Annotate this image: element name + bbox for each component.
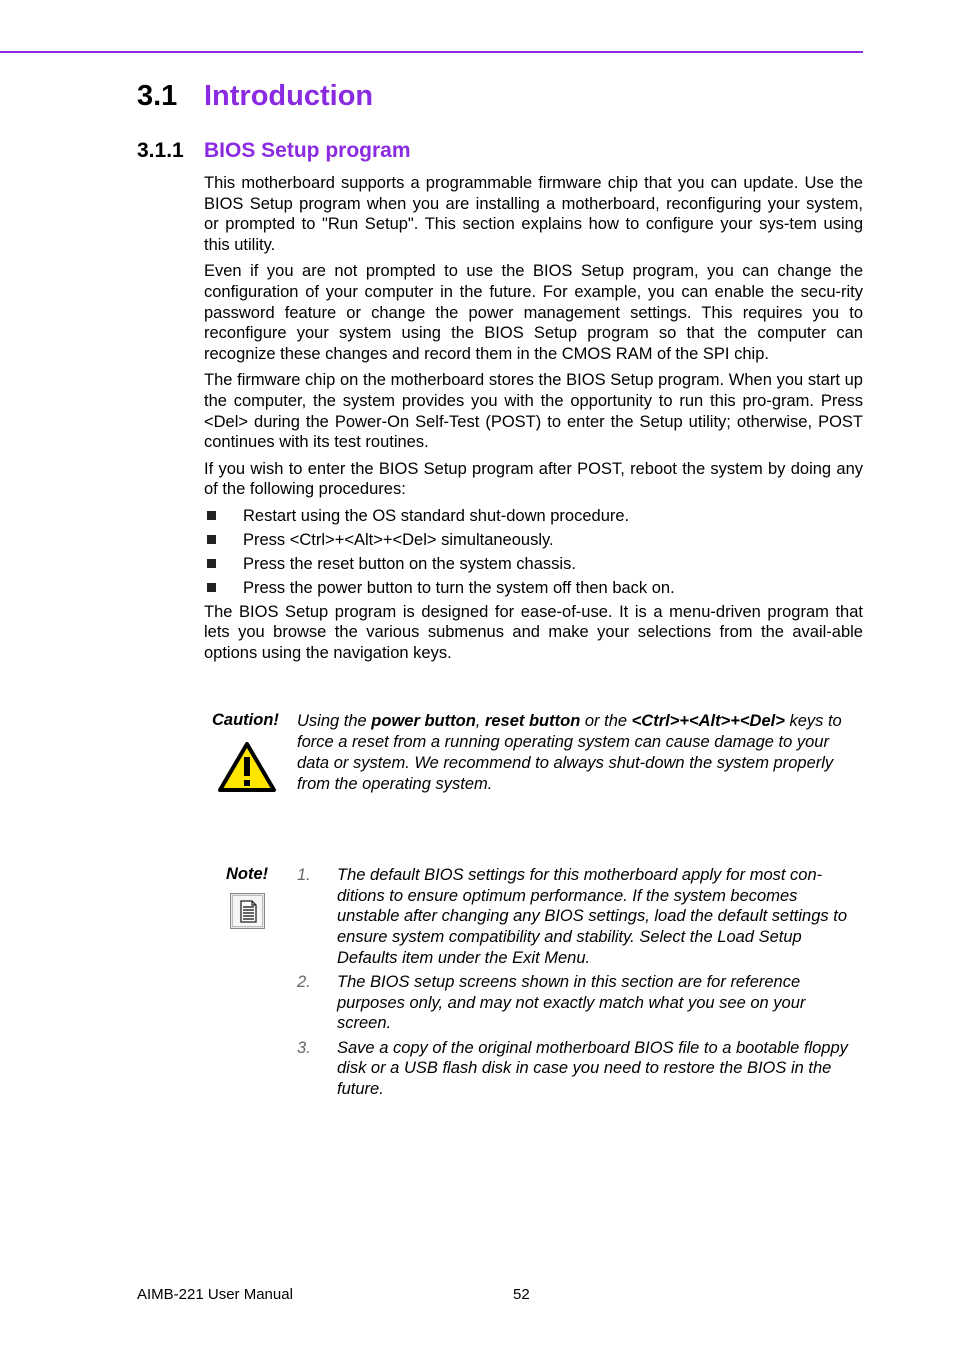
- caution-text: [297, 711, 863, 795]
- subsection-title: BIOS Setup program: [204, 139, 411, 162]
- list-item: [204, 578, 863, 599]
- list-item: [204, 506, 863, 527]
- paragraph: If you wish to enter the BIOS Setup program after POST, reboot the system by doing any of the following procedures:: [204, 459, 863, 499]
- list-item-text: Restart using the OS standard shut-down procedure.: [243, 506, 630, 525]
- caution-text-part: ,: [475, 712, 485, 730]
- subsection-heading: [137, 139, 411, 163]
- list-item: [204, 554, 863, 575]
- caution-emphasis: <Ctrl>+<Alt>+<Del>: [631, 712, 785, 730]
- note-item: [297, 1038, 863, 1100]
- note-item-text: The default BIOS settings for this motherboard apply for most con-ditions to ensure optimum performance. If the system becomes unstable after changing any BIOS settings, load the default settings to ensure system compatibility and stability. Select the Load Setup Defaults item under the Exit Menu.: [337, 866, 847, 967]
- footer-manual-title: AIMB-221 User Manual: [137, 1286, 293, 1303]
- section-number: 3.1: [137, 80, 178, 112]
- list-item-text: Press the power button to turn the system off then back on.: [243, 578, 675, 597]
- body-text: [204, 173, 863, 669]
- procedure-list: [204, 506, 863, 599]
- caution-emphasis: power button: [371, 712, 476, 730]
- bullet-square-icon: [207, 511, 216, 520]
- paragraph: This motherboard supports a programmable firmware chip that you can update. Use the BIOS Setup program when you are installing a motherboard, reconfiguring your system, or prompted to "Run Setup". This section explains how to configure your sys-tem using this utility.: [204, 174, 863, 255]
- bullet-square-icon: [207, 583, 216, 592]
- caution-label: Caution!: [212, 711, 279, 729]
- section-heading: [137, 80, 373, 113]
- section-title: Introduction: [204, 80, 374, 112]
- bullet-square-icon: [207, 559, 216, 568]
- note-item-text: The BIOS setup screens shown in this section are for reference purposes only, and may not exactly match what you see on your screen.: [337, 973, 806, 1033]
- note-item-number: 2.: [297, 973, 311, 992]
- note-document-icon: [230, 893, 265, 929]
- note-item-number: 1.: [297, 866, 311, 884]
- paragraph: The BIOS Setup program is designed for ease-of-use. It is a menu-driven program that lets you browse the various submenus and make your selections from the avail-able options using the navigation keys.: [204, 602, 863, 662]
- footer-page-number: 52: [513, 1286, 530, 1303]
- note-item: [297, 865, 863, 969]
- warning-triangle-icon: [217, 741, 277, 793]
- caution-text-part: keys to force a reset from a running operating system can cause damage to your data or system. We recommend to always shut-down the system properly from the operating system.: [297, 712, 842, 793]
- note-item-text: Save a copy of the original motherboard BIOS file to a bootable floppy disk or a USB flash disk in case you need to restore the BIOS in the future.: [337, 1038, 848, 1099]
- subsection-number: 3.1.1: [137, 139, 184, 162]
- note-item: [297, 972, 863, 1034]
- caution-text-part: or the: [580, 712, 632, 730]
- note-item-number: 3.: [297, 1038, 311, 1057]
- paragraph: The firmware chip on the motherboard stores the BIOS Setup program. When you start up the computer, the system provides you with the opportunity to run this pro-gram. Press <Del> during the Power-On Self-Test (POST) to enter the Setup utility; otherwise, POST continues with its test routines.: [204, 371, 863, 452]
- caution-text-part: Using the: [297, 712, 372, 730]
- list-item-text: Press the reset button on the system chassis.: [243, 554, 576, 573]
- note-list: [297, 865, 863, 1103]
- header-rule: [0, 51, 863, 53]
- bullet-square-icon: [207, 535, 216, 544]
- paragraph: Even if you are not prompted to use the BIOS Setup program, you can change the configuration of your computer in the future. For example, you can enable the secu-rity password feature or change the power management settings. This requires you to reconfigure your system using the BIOS Setup program so that the computer can recognize these changes and record them in the CMOS RAM of the SPI chip.: [204, 262, 863, 364]
- caution-emphasis: reset button: [484, 712, 581, 730]
- list-item-text: Press <Ctrl>+<Alt>+<Del> simultaneously.: [243, 530, 554, 549]
- list-item: [204, 530, 863, 551]
- note-label: Note!: [226, 865, 269, 883]
